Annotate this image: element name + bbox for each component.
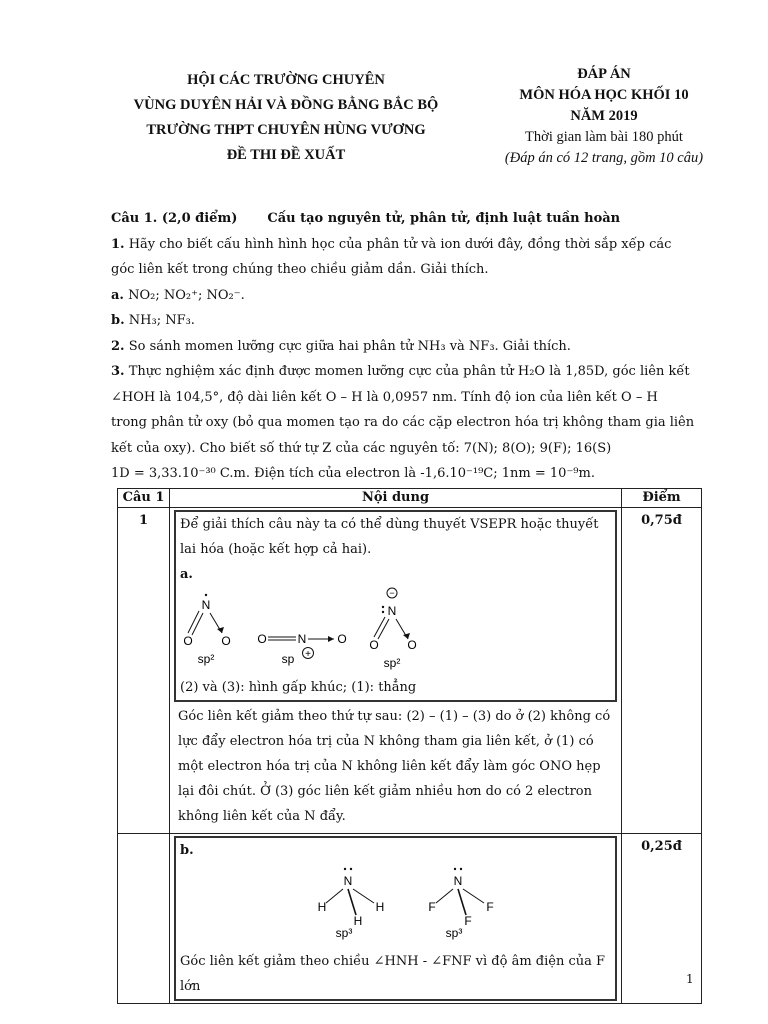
question-part-1a [111,283,696,309]
answer-explanation-b: Góc liên kết giảm theo chiều ∠HNH - ∠FNF vì độ âm điện của F lớn [180,954,606,994]
nf3-hybridization: sp³ [445,926,463,940]
nh3-n-atom: N [343,874,353,888]
table-row [118,834,702,1004]
part-1b-label: b. [111,313,125,328]
nf3-n-atom: N [453,874,463,888]
m1-o-atom-right: O [221,634,231,648]
m3-charge: − [389,588,395,598]
header-right-line-3: NĂM 2019 [570,108,638,124]
part-1b-text: NH₃; NF₃. [128,313,195,328]
m3-o-atom-right: O [407,638,417,652]
question-body [111,206,696,487]
part-1a-label: a. [111,287,124,303]
nh3-nf3-diagram [180,863,611,949]
header-left-line-2: VÙNG DUYÊN HẢI VÀ ĐỒNG BẰNG BẮC BỘ [133,97,439,113]
part-3-text: Thực nghiệm xác định được momen lưỡng cực của phân tử H₂O là 1,85D, góc liên kết ∠HOH là 104,5°, độ dài liên kết O – H là 0,0957 nm. Tính độ ion của liên kết O – H trong phân tử oxy (bỏ qua momen tạo ra do các cặp electron hóa trị không tham gia liên kết của oxy). Cho biết số thứ tự Z của các nguyên tố: 7(N); 8(O); 9(F); 16(S) [111,364,695,456]
m3-o-atom-left: O [369,638,379,652]
header-right [476,64,732,169]
row-number: 1 [118,508,170,834]
answer-shape-text: (2) và (3): hình gấp khúc; (1): thẳng [180,680,417,695]
header-noi-dung: Nội dung [170,489,622,508]
molecule-no2-plus [257,632,346,666]
question-constants: 1D = 3,33.10⁻³⁰ C.m. Điện tích của electron là -1,6.10⁻¹⁹C; 1nm = 10⁻⁹m. [111,466,595,481]
m2-o-atom-left: O [257,632,267,646]
header-left-line-1: HỘI CÁC TRƯỜNG CHUYÊN [187,72,385,88]
header-right-line-5: (Đáp án có 12 trang, gồm 10 câu) [504,150,704,166]
header-left-line-4: ĐỀ THI ĐỀ XUẤT [226,147,346,163]
row-number-empty [118,834,170,1004]
answer-box-b [174,836,617,1001]
part-1a-text: NO₂; NO₂⁺; NO₂⁻. [128,287,245,303]
answer-box-a [174,510,617,702]
nf3-f-atom-right: F [486,900,494,914]
answer-b-label: b. [180,843,194,858]
nh3-nf3-svg [180,863,620,949]
molecule-no2-minus [369,588,416,670]
header-left-line-3: TRƯỜNG THPT CHUYÊN HÙNG VƯƠNG [146,122,426,138]
m2-hybridization: sp [281,652,295,666]
molecule-nh3 [318,868,385,940]
m3-hybridization: sp² [383,656,401,670]
header-right-line-2: MÔN HÓA HỌC KHỐI 10 [519,87,689,103]
m2-n-atom: N [297,632,307,646]
header-right-line-1: ĐÁP ÁN [577,66,631,82]
row-content-b [170,834,622,1004]
table-header-row [118,489,702,508]
part-2-text: So sánh momen lưỡng cực giữa hai phân tử NH₃ và NF₃. Giải thích. [128,338,571,354]
nh3-h-atom-left: H [317,900,327,914]
part-3-label: 3. [111,364,125,379]
answer-intro: Để giải thích câu này ta có thể dùng thuyết VSEPR hoặc thuyết lai hóa (hoặc kết hợp cả hai). [180,517,599,557]
no2-structures-diagram [180,587,611,675]
question-title: Câu 1. (2,0 điểm) [111,211,238,226]
m2-charge: + [305,649,311,660]
part-2-label: 2. [111,338,125,354]
row-score-b: 0,25đ [622,834,702,1004]
part-1-label: 1. [111,236,125,252]
part-1-text: Hãy cho biết cấu hình hình học của phân tử và ion dưới đây, đồng thời sắp xếp các góc liên kết trong chúng theo chiều giảm dần. Giải thích. [111,236,672,277]
answer-table [117,488,702,1004]
nf3-f-atom-left: F [428,900,436,914]
question-part-3 [111,359,696,461]
question-part-1 [111,232,696,283]
row-content [170,508,622,834]
m1-hybridization: sp² [197,652,215,666]
header-cau: Câu 1 [118,489,170,508]
question-title-line [111,206,696,232]
nh3-h-atom-right: H [375,900,385,914]
m2-o-atom-right: O [337,632,347,646]
question-topic: Cấu tạo nguyên tử, phân tử, định luật tuần hoàn [267,211,621,226]
header-right-line-4: Thời gian làm bài 180 phút [525,129,683,145]
m1-n-atom: N [201,598,211,612]
nh3-hybridization: sp³ [335,926,353,940]
no2-structures-svg [180,587,620,675]
m3-n-atom: N [387,604,397,618]
question-part-2 [111,334,696,360]
page-number: 1 [686,972,694,986]
nf3-f-atom-bottom: F [464,914,472,928]
header-left [96,68,476,168]
nh3-h-atom-bottom: H [353,914,363,928]
answer-explanation-a: Góc liên kết giảm theo thứ tự sau: (2) – (1) – (3) do ở (2) không có lực đẩy electron hóa trị của N không tham gia liên kết, ở (1) có một electron hóa trị của N không liên kết đẩy làm góc ONO hẹp lại đôi chút. Ở (3) góc liên kết giảm nhiều hơn do có 2 electron không liên kết của N đẩy. [178,709,611,824]
molecule-nf3 [428,868,493,940]
row-score: 0,75đ [622,508,702,834]
molecule-no2 [183,594,230,666]
table-row [118,508,702,834]
question-part-1b [111,308,696,334]
header-diem: Điểm [622,489,702,508]
m1-o-atom-left: O [183,634,193,648]
answer-a-label: a. [180,567,193,582]
